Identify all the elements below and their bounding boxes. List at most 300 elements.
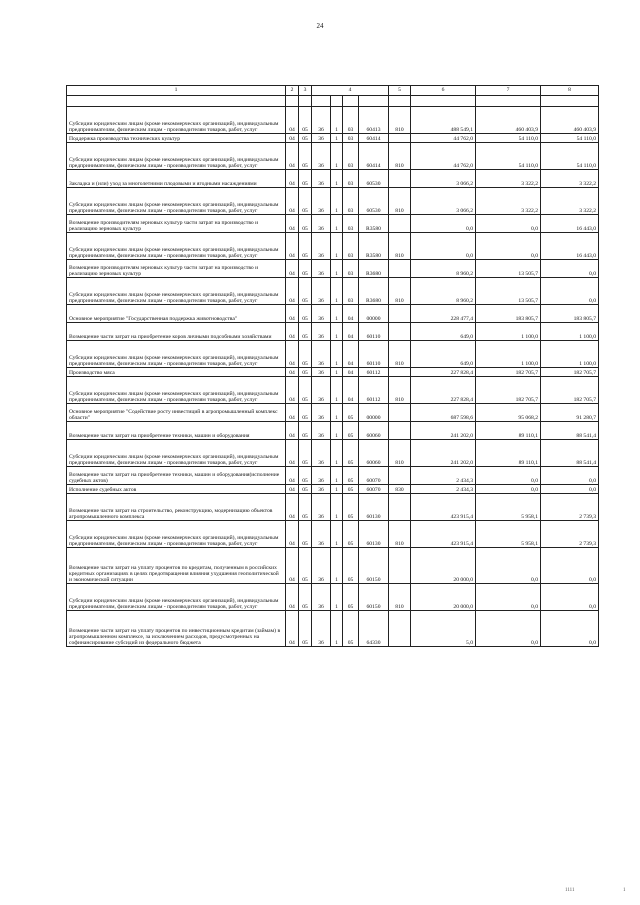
row-value-cell: 1: [331, 404, 343, 422]
page-number: 24: [316, 22, 324, 30]
row-value-cell: [389, 494, 411, 521]
row-value-cell: 810: [389, 143, 411, 170]
row-value-cell: 54 110,0: [476, 134, 541, 143]
row-name-cell: Субсидии юридическим лицам (кроме некоммерческих организаций), индивидуальным предпринимателям, физическим лицам - производителям товаров, работ, услуг: [67, 377, 286, 404]
row-value-cell: 04: [286, 134, 299, 143]
row-value-cell: 460 403,9: [476, 107, 541, 134]
row-value-cell: 88 541,4: [541, 422, 599, 440]
row-value-cell: 04: [286, 368, 299, 377]
row-value-cell: 36: [312, 170, 331, 188]
row-value-cell: 36: [312, 404, 331, 422]
row-name-cell: Закладка и (или) уход за многолетними плодовыми и ягодными насаждениями: [67, 170, 286, 188]
row-value-cell: [389, 404, 411, 422]
row-value-cell: 810: [389, 584, 411, 611]
row-value-cell: 0,0: [541, 278, 599, 305]
row-value-cell: 04: [286, 584, 299, 611]
row-value-cell: R3580: [359, 215, 389, 233]
row-value-cell: R3680: [359, 278, 389, 305]
row-value-cell: 05: [299, 611, 312, 647]
row-value-cell: 1: [331, 107, 343, 134]
row-value-cell: 04: [286, 143, 299, 170]
row-value-cell: 1: [331, 143, 343, 170]
row-name-cell: Возмещение части затрат на приобретение коров личными подсобными хозяйствами: [67, 323, 286, 341]
row-value-cell: 04: [286, 188, 299, 215]
row-value-cell: [389, 422, 411, 440]
row-value-cell: 04: [343, 323, 359, 341]
row-value-cell: 60070: [359, 485, 389, 494]
row-name-cell: Возмещение части затрат на уплату процентов по кредитам, полученным в российских кредитных организациях в целях предотвращения влияния ухудшения геополитической и экономической ситуации: [67, 548, 286, 584]
row-value-cell: 241 202,0: [411, 440, 476, 467]
row-value-cell: 36: [312, 188, 331, 215]
table-row: [67, 170, 599, 188]
row-value-cell: 1: [331, 611, 343, 647]
column-header: 5: [389, 86, 411, 96]
row-value-cell: [389, 305, 411, 323]
row-value-cell: 03: [343, 107, 359, 134]
row-value-cell: 36: [312, 494, 331, 521]
row-value-cell: 00000: [359, 404, 389, 422]
row-value-cell: 810: [389, 521, 411, 548]
row-value-cell: 0,0: [476, 485, 541, 494]
row-value-cell: 04: [286, 341, 299, 368]
row-value-cell: 03: [343, 188, 359, 215]
row-value-cell: 60112: [359, 377, 389, 404]
row-value-cell: 95 068,2: [476, 404, 541, 422]
row-value-cell: 16 443,0: [541, 233, 599, 260]
row-value-cell: 36: [312, 107, 331, 134]
row-value-cell: 2 739,3: [541, 494, 599, 521]
row-value-cell: 1: [331, 215, 343, 233]
table-row: [67, 260, 599, 278]
row-value-cell: 05: [343, 485, 359, 494]
row-value-cell: 810: [389, 188, 411, 215]
row-value-cell: 05: [299, 134, 312, 143]
row-value-cell: 60112: [359, 368, 389, 377]
row-value-cell: 05: [343, 611, 359, 647]
row-value-cell: 1: [331, 170, 343, 188]
row-value-cell: R3680: [359, 260, 389, 278]
row-value-cell: 182 705,7: [476, 377, 541, 404]
row-value-cell: 1: [331, 188, 343, 215]
row-value-cell: 54 110,0: [476, 143, 541, 170]
row-value-cell: 0,0: [541, 584, 599, 611]
table-body: [67, 86, 599, 647]
table-row: [67, 404, 599, 422]
table-row: [67, 134, 599, 143]
row-value-cell: 44 762,0: [411, 143, 476, 170]
row-value-cell: 05: [343, 422, 359, 440]
row-value-cell: 1: [331, 494, 343, 521]
row-value-cell: 36: [312, 485, 331, 494]
row-value-cell: 03: [343, 233, 359, 260]
row-value-cell: 60414: [359, 143, 389, 170]
row-value-cell: 60070: [359, 467, 389, 485]
row-value-cell: 89 110,1: [476, 422, 541, 440]
row-value-cell: 228 477,4: [411, 305, 476, 323]
row-value-cell: 88 541,4: [541, 440, 599, 467]
row-name-cell: Субсидии юридическим лицам (кроме некоммерческих организаций), индивидуальным предпринимателям, физическим лицам - производителям товаров, работ, услуг: [67, 584, 286, 611]
table-row: [67, 341, 599, 368]
row-name-cell: Возмещение части затрат на строительство, реконструкцию, модернизацию объектов агропромышленного комплекса: [67, 494, 286, 521]
row-value-cell: 3 066,2: [411, 170, 476, 188]
row-name-cell: Субсидии юридическим лицам (кроме некоммерческих организаций), индивидуальным предпринимателям, физическим лицам - производителям товаров, работ, услуг: [67, 143, 286, 170]
row-value-cell: 1: [331, 422, 343, 440]
row-value-cell: 04: [343, 368, 359, 377]
row-value-cell: 13 505,7: [476, 278, 541, 305]
row-value-cell: 05: [299, 368, 312, 377]
table-row: [67, 422, 599, 440]
row-value-cell: 1 100,0: [476, 323, 541, 341]
row-value-cell: 03: [343, 215, 359, 233]
row-value-cell: 1: [331, 341, 343, 368]
table-row: [67, 278, 599, 305]
row-value-cell: 04: [286, 467, 299, 485]
row-value-cell: 0,0: [541, 548, 599, 584]
row-value-cell: 36: [312, 467, 331, 485]
column-header: 4: [312, 86, 389, 96]
row-value-cell: 05: [343, 548, 359, 584]
row-value-cell: 36: [312, 584, 331, 611]
row-value-cell: 04: [286, 494, 299, 521]
row-value-cell: 0,0: [476, 584, 541, 611]
row-value-cell: [389, 548, 411, 584]
row-value-cell: 460 403,9: [541, 107, 599, 134]
row-value-cell: 1: [331, 467, 343, 485]
row-value-cell: 04: [286, 215, 299, 233]
row-value-cell: 04: [286, 233, 299, 260]
row-value-cell: 0,0: [411, 233, 476, 260]
row-value-cell: 36: [312, 548, 331, 584]
row-value-cell: 04: [286, 611, 299, 647]
row-value-cell: 60530: [359, 188, 389, 215]
row-value-cell: 1: [331, 233, 343, 260]
row-value-cell: 687 598,6: [411, 404, 476, 422]
row-value-cell: 05: [299, 170, 312, 188]
row-value-cell: 04: [286, 170, 299, 188]
row-value-cell: [389, 215, 411, 233]
row-value-cell: 13 505,7: [476, 260, 541, 278]
row-value-cell: 1: [331, 260, 343, 278]
row-value-cell: 3 322,2: [541, 170, 599, 188]
row-value-cell: 1: [331, 440, 343, 467]
row-value-cell: 810: [389, 377, 411, 404]
row-value-cell: 05: [299, 341, 312, 368]
row-value-cell: 8 960,2: [411, 260, 476, 278]
row-value-cell: 05: [299, 494, 312, 521]
table-row: [67, 521, 599, 548]
row-value-cell: 04: [343, 341, 359, 368]
row-value-cell: 04: [286, 404, 299, 422]
row-value-cell: 227 828,4: [411, 377, 476, 404]
row-value-cell: 04: [343, 305, 359, 323]
row-value-cell: 54 110,0: [541, 134, 599, 143]
row-value-cell: 1: [331, 305, 343, 323]
row-value-cell: 1: [331, 377, 343, 404]
row-value-cell: 649,0: [411, 341, 476, 368]
row-name-cell: Субсидии юридическим лицам (кроме некоммерческих организаций), индивидуальным предпринимателям, физическим лицам - производителям товаров, работ, услуг: [67, 521, 286, 548]
row-value-cell: 0,0: [411, 215, 476, 233]
row-value-cell: 649,0: [411, 323, 476, 341]
row-value-cell: 810: [389, 341, 411, 368]
row-value-cell: 05: [343, 404, 359, 422]
row-value-cell: [389, 368, 411, 377]
row-value-cell: 60110: [359, 323, 389, 341]
row-value-cell: 810: [389, 107, 411, 134]
row-name-cell: Поддержка производства технических культур: [67, 134, 286, 143]
row-value-cell: 0,0: [541, 467, 599, 485]
row-name-cell: Субсидии юридическим лицам (кроме некоммерческих организаций), индивидуальным предпринимателям, физическим лицам - производителям товаров, работ, услуг: [67, 341, 286, 368]
row-name-cell: Возмещение части затрат на уплату процентов по инвестиционным кредитам (займам) в агропромышленном комплексе, за исключением расходов, предусмотренных на софинансирование субсидий из федерального бюджета: [67, 611, 286, 647]
row-value-cell: 0,0: [476, 215, 541, 233]
footer-dot: 1: [623, 888, 626, 893]
row-value-cell: 36: [312, 611, 331, 647]
row-value-cell: 183 805,7: [476, 305, 541, 323]
row-value-cell: 1: [331, 278, 343, 305]
row-value-cell: 3 322,2: [476, 188, 541, 215]
row-value-cell: 0,0: [476, 467, 541, 485]
row-value-cell: 60060: [359, 440, 389, 467]
table-row: [67, 485, 599, 494]
row-value-cell: 05: [343, 521, 359, 548]
row-value-cell: 36: [312, 215, 331, 233]
row-value-cell: 05: [299, 584, 312, 611]
table-row: [67, 611, 599, 647]
row-value-cell: 04: [286, 548, 299, 584]
row-value-cell: [389, 323, 411, 341]
row-value-cell: 1: [331, 548, 343, 584]
column-header: 6: [411, 86, 476, 96]
row-value-cell: 04: [286, 305, 299, 323]
row-value-cell: 44 762,0: [411, 134, 476, 143]
row-value-cell: 04: [343, 377, 359, 404]
row-value-cell: 2 434,3: [411, 485, 476, 494]
spacer-row: [67, 96, 599, 107]
row-value-cell: 60060: [359, 422, 389, 440]
row-value-cell: 05: [343, 467, 359, 485]
row-value-cell: 183 805,7: [541, 305, 599, 323]
row-value-cell: 1: [331, 368, 343, 377]
row-value-cell: 05: [299, 377, 312, 404]
row-value-cell: 54 110,0: [541, 143, 599, 170]
row-value-cell: 20 000,0: [411, 548, 476, 584]
row-value-cell: 1: [331, 134, 343, 143]
row-value-cell: 60150: [359, 584, 389, 611]
row-value-cell: 423 915,4: [411, 494, 476, 521]
table-row: [67, 215, 599, 233]
row-value-cell: 1: [331, 584, 343, 611]
row-value-cell: 36: [312, 341, 331, 368]
table-row: [67, 584, 599, 611]
row-name-cell: Возмещение части затрат на приобретение техники, машин и оборудования(исполнение судебных актов): [67, 467, 286, 485]
row-value-cell: 05: [299, 440, 312, 467]
table-row: [67, 188, 599, 215]
table-row: [67, 368, 599, 377]
row-value-cell: 182 705,7: [541, 368, 599, 377]
row-value-cell: 2 739,3: [541, 521, 599, 548]
row-value-cell: 05: [343, 494, 359, 521]
table-row: [67, 377, 599, 404]
row-name-cell: Субсидии юридическим лицам (кроме некоммерческих организаций), индивидуальным предпринимателям, физическим лицам - производителям товаров, работ, услуг: [67, 278, 286, 305]
row-value-cell: 89 110,1: [476, 440, 541, 467]
row-value-cell: [389, 611, 411, 647]
row-value-cell: 00000: [359, 305, 389, 323]
row-value-cell: 3 066,2: [411, 188, 476, 215]
row-value-cell: 05: [299, 485, 312, 494]
row-value-cell: 5,0: [411, 611, 476, 647]
row-value-cell: 03: [343, 134, 359, 143]
row-value-cell: 05: [299, 278, 312, 305]
row-value-cell: 810: [389, 233, 411, 260]
table-row: [67, 440, 599, 467]
row-value-cell: 182 705,7: [476, 368, 541, 377]
row-value-cell: 04: [286, 485, 299, 494]
row-value-cell: 36: [312, 521, 331, 548]
table-row: [67, 305, 599, 323]
row-value-cell: 05: [299, 188, 312, 215]
row-value-cell: 05: [299, 548, 312, 584]
row-value-cell: 810: [389, 278, 411, 305]
row-value-cell: 03: [343, 260, 359, 278]
row-value-cell: 05: [299, 323, 312, 341]
row-value-cell: 03: [343, 143, 359, 170]
row-value-cell: 0,0: [541, 611, 599, 647]
row-value-cell: 16 443,0: [541, 215, 599, 233]
row-name-cell: Основное мероприятие "Содействие росту инвестиций в агропромышленный комплекс области": [67, 404, 286, 422]
row-value-cell: 04: [286, 521, 299, 548]
column-header: 8: [541, 86, 599, 96]
row-value-cell: 3 322,2: [541, 188, 599, 215]
row-value-cell: 36: [312, 134, 331, 143]
row-value-cell: 05: [299, 521, 312, 548]
row-value-cell: 36: [312, 143, 331, 170]
row-value-cell: R3580: [359, 233, 389, 260]
row-name-cell: Субсидии юридическим лицам (кроме некоммерческих организаций), индивидуальным предпринимателям, физическим лицам - производителям товаров, работ, услуг: [67, 440, 286, 467]
row-value-cell: 64330: [359, 611, 389, 647]
row-value-cell: 1 100,0: [541, 323, 599, 341]
row-value-cell: 04: [286, 107, 299, 134]
row-name-cell: Исполнение судебных актов: [67, 485, 286, 494]
row-value-cell: 04: [286, 323, 299, 341]
table-header-row: [67, 86, 599, 96]
row-value-cell: 1 100,0: [541, 341, 599, 368]
row-value-cell: 0,0: [541, 485, 599, 494]
column-header: 3: [299, 86, 312, 96]
row-value-cell: 1: [331, 521, 343, 548]
row-value-cell: [389, 170, 411, 188]
row-value-cell: 36: [312, 377, 331, 404]
row-value-cell: 60110: [359, 341, 389, 368]
row-name-cell: Возмещение части затрат на приобретение техники, машин и оборудования: [67, 422, 286, 440]
table-row: [67, 143, 599, 170]
row-name-cell: Возмещение производителям зерновых культур части затрат на производство и реализацию зерновых культур: [67, 215, 286, 233]
row-value-cell: 03: [343, 170, 359, 188]
column-header: 7: [476, 86, 541, 96]
row-value-cell: 05: [299, 404, 312, 422]
row-value-cell: 0,0: [476, 548, 541, 584]
row-value-cell: 227 828,4: [411, 368, 476, 377]
row-value-cell: 0,0: [476, 233, 541, 260]
row-value-cell: 05: [299, 233, 312, 260]
row-value-cell: 36: [312, 260, 331, 278]
table-row: [67, 494, 599, 521]
table-row: [67, 548, 599, 584]
row-value-cell: 810: [389, 440, 411, 467]
row-value-cell: [389, 260, 411, 278]
row-value-cell: 36: [312, 368, 331, 377]
row-value-cell: 04: [286, 377, 299, 404]
row-name-cell: Субсидии юридическим лицам (кроме некоммерческих организаций), индивидуальным предпринимателям, физическим лицам - производителям товаров, работ, услуг: [67, 188, 286, 215]
row-value-cell: [389, 467, 411, 485]
row-value-cell: 04: [286, 422, 299, 440]
row-value-cell: 36: [312, 233, 331, 260]
row-value-cell: 423 915,4: [411, 521, 476, 548]
row-value-cell: 05: [299, 107, 312, 134]
table-row: [67, 107, 599, 134]
row-value-cell: [389, 134, 411, 143]
column-header: 2: [286, 86, 299, 96]
row-value-cell: 05: [343, 584, 359, 611]
row-value-cell: 60530: [359, 170, 389, 188]
row-value-cell: 05: [299, 215, 312, 233]
row-value-cell: 60414: [359, 134, 389, 143]
row-value-cell: 36: [312, 422, 331, 440]
row-value-cell: 60130: [359, 521, 389, 548]
row-value-cell: 36: [312, 278, 331, 305]
row-name-cell: Возмещение производителям зерновых культур части затрат на производство и реализацию зерновых культур: [67, 260, 286, 278]
row-value-cell: 241 202,0: [411, 422, 476, 440]
table-row: [67, 323, 599, 341]
row-value-cell: 20 000,0: [411, 584, 476, 611]
row-value-cell: 05: [299, 143, 312, 170]
row-value-cell: 05: [299, 467, 312, 485]
row-value-cell: 5 958,1: [476, 494, 541, 521]
table-row: [67, 233, 599, 260]
row-value-cell: 488 549,1: [411, 107, 476, 134]
row-name-cell: Субсидии юридическим лицам (кроме некоммерческих организаций), индивидуальным предпринимателям, физическим лицам - производителям товаров, работ, услуг: [67, 107, 286, 134]
budget-table: [66, 85, 599, 647]
row-value-cell: 3 322,2: [476, 170, 541, 188]
row-value-cell: 04: [286, 440, 299, 467]
row-value-cell: 1 100,0: [476, 341, 541, 368]
table-row: [67, 467, 599, 485]
row-value-cell: 0,0: [476, 611, 541, 647]
row-value-cell: 91 280,7: [541, 404, 599, 422]
row-value-cell: 2 434,3: [411, 467, 476, 485]
row-value-cell: 0,0: [541, 260, 599, 278]
row-value-cell: 05: [343, 440, 359, 467]
footer-mark: 1111: [565, 888, 575, 893]
column-header: 1: [67, 86, 286, 96]
row-value-cell: 05: [299, 260, 312, 278]
row-name-cell: Основное мероприятие "Государственная поддержка животноводства": [67, 305, 286, 323]
row-value-cell: 05: [299, 305, 312, 323]
row-value-cell: 60130: [359, 494, 389, 521]
row-value-cell: 36: [312, 305, 331, 323]
row-value-cell: 1: [331, 485, 343, 494]
row-name-cell: Производство мяса: [67, 368, 286, 377]
row-value-cell: 60413: [359, 107, 389, 134]
row-value-cell: 36: [312, 440, 331, 467]
row-value-cell: 8 960,2: [411, 278, 476, 305]
row-value-cell: 04: [286, 278, 299, 305]
row-value-cell: 60150: [359, 548, 389, 584]
row-value-cell: 05: [299, 422, 312, 440]
row-name-cell: Субсидии юридическим лицам (кроме некоммерческих организаций), индивидуальным предпринимателям, физическим лицам - производителям товаров, работ, услуг: [67, 233, 286, 260]
row-value-cell: 03: [343, 278, 359, 305]
row-value-cell: 04: [286, 260, 299, 278]
row-value-cell: 36: [312, 323, 331, 341]
row-value-cell: 1: [331, 323, 343, 341]
